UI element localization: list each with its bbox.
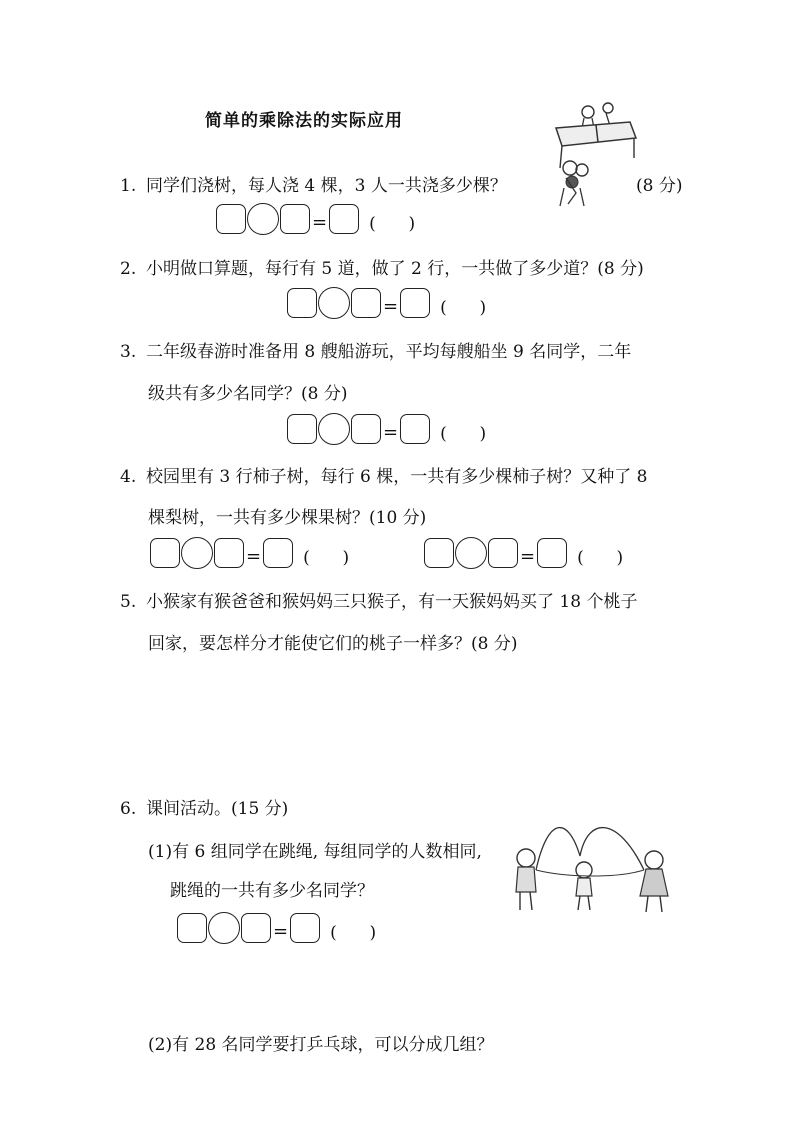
answer-box[interactable] [400,414,430,444]
unit-parentheses[interactable]: ( ) [369,214,416,234]
answer-box[interactable] [400,288,430,318]
question-1 [120,171,507,196]
question-number: 5. [120,592,137,612]
answer-box[interactable] [351,414,381,444]
jump-rope-illustration [508,826,680,916]
unit-parentheses[interactable]: ( ) [440,298,487,318]
unit-parentheses[interactable]: ( ) [577,548,624,568]
question-number: 6. [120,799,137,819]
equals-sign: = [273,921,289,942]
answer-equation [287,412,486,446]
ping-pong-illustration [538,98,638,208]
answer-box[interactable] [424,538,454,568]
answer-equation [177,911,376,945]
answer-box[interactable] [329,204,359,234]
answer-box[interactable] [488,538,518,568]
operator-circle[interactable] [318,287,350,319]
question-text: 小猴家有猴爸爸和猴妈妈三只猴子，有一天猴妈妈买了 18 个桃子 [146,592,638,612]
question-text: 同学们浇树，每人浇 4 棵，3 人一共浇多少棵？ [146,176,507,196]
question-3 [120,337,631,362]
sub-question-1 [148,837,482,862]
operator-circle[interactable] [247,203,279,235]
answer-box[interactable] [290,913,320,943]
question-6 [120,794,288,819]
operator-circle[interactable] [181,537,213,569]
question-4 [120,462,647,487]
answer-box[interactable] [150,538,180,568]
sub-question-2 [148,1030,494,1055]
sub-question-label: (1) [148,842,173,862]
question-2 [120,254,644,279]
answer-box[interactable] [177,913,207,943]
answer-box[interactable] [287,288,317,318]
answer-equation [150,536,349,570]
equals-sign: = [383,296,399,317]
operator-circle[interactable] [455,537,487,569]
question-text: 校园里有 3 行柿子树，每行 6 棵，一共有多少棵柿子树？又种了 8 [146,467,648,487]
question-text: 课间活动。(15 分) [146,799,289,819]
question-number: 2. [120,259,137,279]
operator-circle[interactable] [208,912,240,944]
answer-box[interactable] [280,204,310,234]
page-title: 简单的乘除法的实际应用 [205,111,403,131]
question-5 [120,587,637,612]
answer-box[interactable] [241,913,271,943]
sub-question-label: (2) [148,1035,173,1055]
sub-question-text: 有 28 名同学要打乒乓球，可以分成几组？ [172,1035,494,1055]
equals-sign: = [246,546,262,567]
unit-parentheses[interactable]: ( ) [440,424,487,444]
question-number: 3. [120,342,137,362]
question-5-line2: 回家，要怎样分才能使它们的桃子一样多？(8 分) [148,634,518,654]
question-number: 4. [120,467,137,487]
answer-equation [424,536,623,570]
equals-sign: = [383,422,399,443]
question-4-line2: 棵梨树，一共有多少棵果树？(10 分) [148,508,427,528]
question-3-line2: 级共有多少名同学？(8 分) [148,384,348,404]
answer-box[interactable] [214,538,244,568]
question-1-score: (8 分) [636,176,683,196]
unit-parentheses[interactable]: ( ) [303,548,350,568]
answer-equation [216,202,415,236]
answer-box[interactable] [216,204,246,234]
answer-equation [287,286,486,320]
question-text: 二年级春游时准备用 8 艘船游玩，平均每艘船坐 9 名同学，二年 [146,342,632,362]
question-number: 1. [120,176,137,196]
unit-parentheses[interactable]: ( ) [330,923,377,943]
equals-sign: = [312,212,328,233]
sub-question-text: 有 6 组同学在跳绳, 每组同学的人数相同, [172,842,482,862]
question-text: 小明做口算题，每行有 5 道，做了 2 行，一共做了多少道？(8 分) [146,259,644,279]
answer-box[interactable] [287,414,317,444]
equals-sign: = [520,546,536,567]
operator-circle[interactable] [318,413,350,445]
answer-box[interactable] [263,538,293,568]
answer-box[interactable] [351,288,381,318]
sub-question-1-line2: 跳绳的一共有多少名同学？ [170,881,374,901]
answer-box[interactable] [537,538,567,568]
